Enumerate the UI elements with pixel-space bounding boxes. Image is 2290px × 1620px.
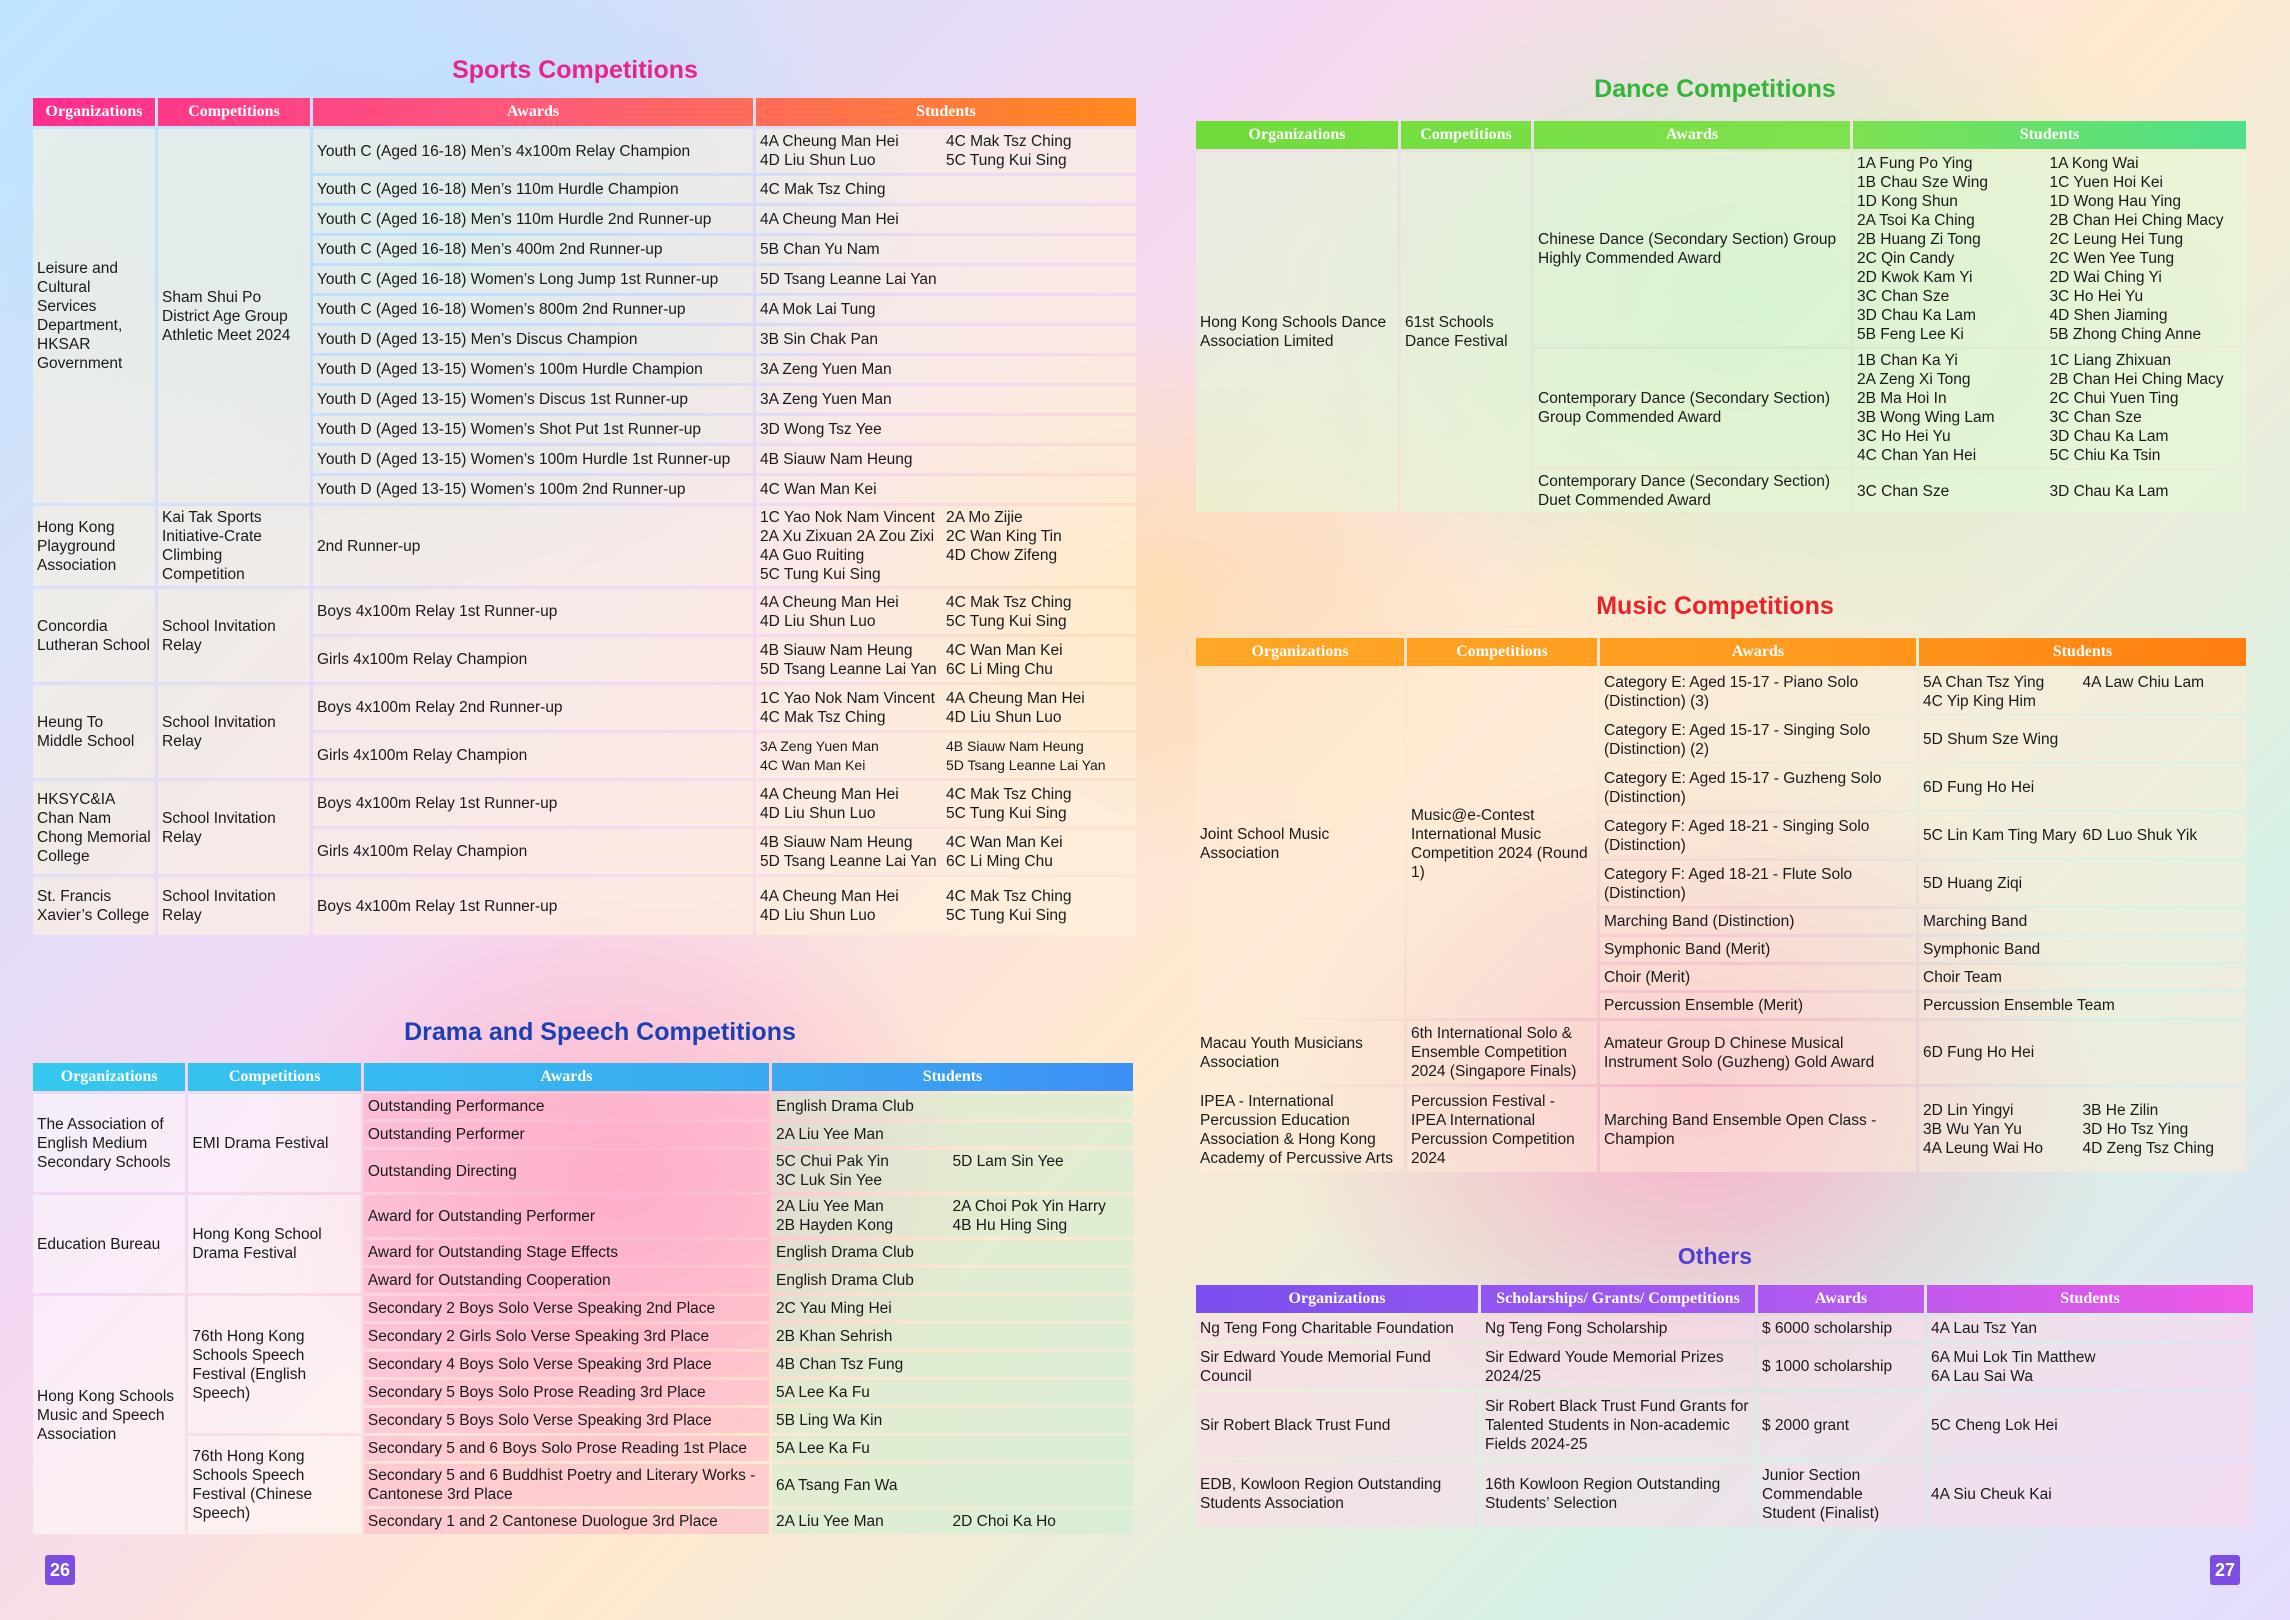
page-number-right: 27	[2210, 1555, 2240, 1585]
students-cell	[772, 1150, 1133, 1192]
award-cell: Choir (Merit)	[1600, 965, 1916, 990]
students-cell: 4A Siu Cheuk Kai	[1927, 1461, 2253, 1527]
header-students: Students	[922, 1068, 983, 1085]
others-table	[1193, 1282, 2253, 1530]
music-header-row	[1196, 638, 2246, 666]
student-list: 5B Ling Wa Kin	[775, 1412, 883, 1429]
dance-table	[1193, 118, 2249, 515]
student-list: 2A Liu Yee Man	[775, 1126, 884, 1143]
students-cell	[772, 1296, 1133, 1321]
student-list: 4A Cheung Man Hei 4D Liu Shun Luo	[760, 593, 899, 630]
comp-cell: Ng Teng Fong Scholarship	[1481, 1316, 1755, 1341]
award-cell: Youth D (Aged 13-15) Women’s Discus 1st Runner-up	[313, 386, 753, 413]
student-list: 5D Shum Sze Wing	[1923, 731, 2059, 748]
students-cell	[756, 476, 1136, 503]
award-cell: Secondary 2 Girls Solo Verse Speaking 3rd Place	[364, 1324, 769, 1349]
award-cell: Secondary 5 and 6 Boys Solo Prose Reading 1st Place	[364, 1436, 769, 1461]
student-list: 5B Chan Yu Nam	[760, 241, 880, 258]
students-cell	[756, 176, 1136, 203]
award-cell: Youth D (Aged 13-15) Women’s 100m 2nd Runner-up	[313, 476, 753, 503]
header-students: Students	[2019, 126, 2080, 143]
student-list: 3A Zeng Yuen Man 4C Wan Man Kei	[760, 737, 879, 773]
student-list: 6D Luo Shuk Yik	[2082, 827, 2198, 844]
award-cell: Youth C (Aged 16-18) Men’s 110m Hurdle 2nd Runner-up	[313, 206, 753, 233]
students-cell	[1919, 669, 2246, 714]
award-cell: Marching Band (Distinction)	[1600, 909, 1916, 934]
student-list: 3A Zeng Yuen Man	[760, 391, 892, 408]
student-list: 6A Tsang Fan Wa	[775, 1476, 898, 1494]
table-row	[33, 1094, 1133, 1119]
award-cell: Youth C (Aged 16-18) Men’s 4x100m Relay Champion	[313, 129, 753, 173]
student-list: 4C Wan Man Kei	[760, 481, 877, 498]
award-cell: Secondary 5 and 6 Buddhist Poetry and Literary Works - Cantonese 3rd Place	[364, 1464, 769, 1506]
org-cell: Hong Kong Schools Music and Speech Association	[33, 1296, 185, 1534]
award-cell: Boys 4x100m Relay 2nd Runner-up	[313, 685, 753, 730]
org-cell: Joint School Music Association	[1196, 669, 1404, 1018]
header-scholarships: Scholarships/ Grants/ Competitions	[1496, 1290, 1740, 1307]
table-row	[1196, 1087, 2246, 1172]
music-title: Music Competitions	[1596, 592, 1834, 620]
header-competitions: Competitions	[1456, 643, 1548, 660]
drama-header-row	[33, 1063, 1133, 1091]
dance-header-row	[1196, 121, 2246, 149]
student-list: 3B Sin Chak Pan	[760, 331, 879, 348]
award-cell: Boys 4x100m Relay 1st Runner-up	[313, 589, 753, 634]
student-list: English Drama Club	[775, 1244, 914, 1261]
students-cell	[756, 236, 1136, 263]
header-awards: Awards	[1665, 126, 1719, 143]
table-row	[1196, 1344, 2253, 1389]
students-cell	[756, 506, 1136, 586]
award-cell: Youth C (Aged 16-18) Men’s 400m 2nd Runner-up	[313, 236, 753, 263]
comp-cell: 6th International Solo & Ensemble Competition 2024 (Singapore Finals)	[1407, 1021, 1597, 1084]
students-cell: 6D Fung Ho Hei	[1919, 1021, 2246, 1084]
student-list: 1A Kong Wai 1C Yuen Hoi Kei 1D Wong Hau Ying 2B Chan Hei Ching Macy 2C Leung Hei Tung 2C Wen Yee Tung 2D Wai Ching Yi 3C Ho Hei Yu 4D Shen Jiaming 5B Zhong Ching Anne	[2049, 155, 2224, 343]
award-cell: Youth C (Aged 16-18) Women’s Long Jump 1st Runner-up	[313, 266, 753, 293]
comp-cell: Hong Kong School Drama Festival	[188, 1195, 360, 1293]
award-cell: Secondary 1 and 2 Cantonese Duologue 3rd Place	[364, 1509, 769, 1534]
org-cell: Macau Youth Musicians Association	[1196, 1021, 1404, 1084]
award-cell: Youth C (Aged 16-18) Women’s 800m 2nd Runner-up	[313, 296, 753, 323]
header-competitions: Competitions	[188, 103, 280, 120]
award-cell: Chinese Dance (Secondary Section) Group Highly Commended Award	[1534, 152, 1850, 346]
students-cell	[1919, 717, 2246, 762]
award-cell: Secondary 5 Boys Solo Prose Reading 3rd Place	[364, 1380, 769, 1405]
student-list: 3D Wong Tsz Yee	[760, 421, 882, 438]
students-cell	[756, 206, 1136, 233]
table-row	[33, 129, 1136, 173]
comp-cell: School Invitation Relay	[158, 589, 310, 682]
student-list: Symphonic Band	[1923, 941, 2041, 958]
header-awards: Awards	[506, 103, 560, 120]
award-cell: Boys 4x100m Relay 1st Runner-up	[313, 781, 753, 826]
award-cell: $ 6000 scholarship	[1758, 1316, 1924, 1341]
comp-cell: Sir Edward Youde Memorial Prizes 2024/25	[1481, 1344, 1755, 1389]
students-cell	[772, 1464, 1133, 1506]
table-row	[33, 877, 1136, 935]
student-list: 5D Huang Ziqi	[1923, 875, 2023, 892]
drama-title: Drama and Speech Competitions	[404, 1018, 796, 1046]
student-list: 1C Liang Zhixuan 2B Chan Hei Ching Macy 2C Chui Yuen Ting 3C Chan Sze 3D Chau Ka Lam 5C Chiu Ka Tsin	[2049, 352, 2224, 464]
students-cell	[756, 326, 1136, 353]
comp-cell: 76th Hong Kong Schools Speech Festival (English Speech)	[188, 1296, 360, 1433]
sports-table	[30, 95, 1136, 938]
drama-table	[30, 1060, 1136, 1537]
award-cell: Category F: Aged 18-21 - Flute Solo (Distinction)	[1600, 861, 1916, 906]
org-cell: St. Francis Xavier’s College	[33, 877, 155, 935]
header-students: Students	[2060, 1290, 2120, 1307]
student-list: 1C Yao Nok Nam Vincent 2A Xu Zixuan 2A Zou Zixi 4A Guo Ruiting 5C Tung Kui Sing	[760, 509, 935, 583]
student-list: 4B Siauw Nam Heung 5D Tsang Leanne Lai Yan	[946, 737, 1106, 773]
students-cell	[756, 781, 1136, 826]
table-row	[33, 781, 1136, 826]
table-row	[1196, 1461, 2253, 1527]
student-list: 4A Cheung Man Hei	[760, 211, 899, 228]
comp-cell: Percussion Festival - IPEA International Percussion Competition 2024	[1407, 1087, 1597, 1172]
comp-cell: Sir Robert Black Trust Fund Grants for Talented Students in Non-academic Fields 2024-25	[1481, 1392, 1755, 1458]
award-cell: Girls 4x100m Relay Champion	[313, 733, 753, 778]
student-list: 4C Wan Man Kei 6C Li Ming Chu	[946, 833, 1063, 870]
student-list: 4A Cheung Man Hei 4D Liu Shun Luo	[760, 133, 899, 169]
org-cell: Concordia Lutheran School	[33, 589, 155, 682]
org-cell: Ng Teng Fong Charitable Foundation	[1196, 1316, 1478, 1341]
student-list: 2D Lin Yingyi 3B Wu Yan Yu 4A Leung Wai Ho	[1923, 1102, 2044, 1157]
students-cell	[772, 1324, 1133, 1349]
org-cell: The Association of English Medium Secondary Schools	[33, 1094, 185, 1192]
award-cell: Amateur Group D Chinese Musical Instrument Solo (Guzheng) Gold Award	[1600, 1021, 1916, 1084]
student-list: 4C Wan Man Kei 6C Li Ming Chu	[946, 641, 1063, 678]
students-cell	[772, 1436, 1133, 1461]
student-list: 5D Tsang Leanne Lai Yan	[760, 271, 937, 288]
student-list: 2A Choi Pok Yin Harry 4B Hu Hing Sing	[952, 1198, 1106, 1234]
award-cell: Outstanding Performer	[364, 1122, 769, 1147]
award-cell: Youth D (Aged 13-15) Men’s Discus Champion	[313, 326, 753, 353]
student-list: 5A Chan Tsz Ying 4C Yip King Him	[1923, 673, 2045, 710]
table-row	[33, 1436, 1133, 1461]
student-list: 4B Siauw Nam Heung 5D Tsang Leanne Lai Yan	[760, 641, 937, 678]
student-list: 3C Chan Sze	[1857, 482, 1950, 500]
student-list: 4A Cheung Man Hei 4D Liu Shun Luo	[946, 689, 1085, 726]
header-awards: Awards	[1814, 1290, 1868, 1307]
award-cell: Category E: Aged 15-17 - Piano Solo (Distinction) (3)	[1600, 669, 1916, 714]
student-list: 5D Lam Sin Yee	[952, 1153, 1064, 1170]
student-list: 3A Zeng Yuen Man	[760, 361, 892, 378]
students-cell	[1919, 765, 2246, 810]
org-cell: Hong Kong Playground Association	[33, 506, 155, 586]
org-cell: IPEA - International Percussion Education Association & Hong Kong Academy of Percussive Arts	[1196, 1087, 1404, 1172]
award-cell: Girls 4x100m Relay Champion	[313, 829, 753, 874]
award-cell: Outstanding Performance	[364, 1094, 769, 1119]
header-competitions: Competitions	[228, 1068, 321, 1085]
students-cell	[1919, 813, 2246, 858]
page-number-left: 26	[45, 1555, 75, 1585]
award-cell: Outstanding Directing	[364, 1150, 769, 1192]
org-cell: Hong Kong Schools Dance Association Limited	[1196, 152, 1398, 512]
students-cell	[772, 1122, 1133, 1147]
table-row	[1196, 1021, 2246, 1084]
award-cell: Percussion Ensemble (Merit)	[1600, 993, 1916, 1018]
sports-header-row	[33, 98, 1136, 126]
header-organizations: Organizations	[1251, 643, 1349, 660]
student-list: Percussion Ensemble Team	[1923, 997, 2115, 1014]
award-cell: Secondary 2 Boys Solo Verse Speaking 2nd Place	[364, 1296, 769, 1321]
student-list: English Drama Club	[775, 1272, 914, 1289]
comp-cell: 16th Kowloon Region Outstanding Students’ Selection	[1481, 1461, 1755, 1527]
table-row	[33, 1296, 1133, 1321]
award-cell: Youth D (Aged 13-15) Women’s 100m Hurdle Champion	[313, 356, 753, 383]
award-cell: Youth D (Aged 13-15) Women’s Shot Put 1st Runner-up	[313, 416, 753, 443]
org-cell: Heung To Middle School	[33, 685, 155, 778]
student-list: 4A Cheung Man Hei 4D Liu Shun Luo	[760, 888, 899, 924]
header-students: Students	[916, 103, 976, 120]
award-cell: Secondary 4 Boys Solo Verse Speaking 3rd Place	[364, 1352, 769, 1377]
student-list: 4A Law Chiu Lam	[2082, 673, 2204, 691]
students-cell	[772, 1380, 1133, 1405]
table-row	[33, 506, 1136, 586]
award-cell: Contemporary Dance (Secondary Section) Group Commended Award	[1534, 349, 1850, 467]
student-list: 2B Khan Sehrish	[775, 1328, 893, 1345]
students-cell	[1919, 965, 2246, 990]
students-cell	[756, 829, 1136, 874]
comp-cell: School Invitation Relay	[158, 877, 310, 935]
table-row	[1196, 669, 2246, 714]
students-cell	[756, 416, 1136, 443]
award-cell: $ 2000 grant	[1758, 1392, 1924, 1458]
award-cell: Category E: Aged 15-17 - Singing Solo (Distinction) (2)	[1600, 717, 1916, 762]
student-list: 1C Yao Nok Nam Vincent 4C Mak Tsz Ching	[760, 689, 935, 726]
students-cell	[772, 1509, 1133, 1534]
award-cell: Girls 4x100m Relay Champion	[313, 637, 753, 682]
org-cell: EDB, Kowloon Region Outstanding Students Association	[1196, 1461, 1478, 1527]
student-list: Marching Band	[1923, 913, 2028, 930]
students-cell	[756, 733, 1136, 778]
comp-cell: 61st Schools Dance Festival	[1401, 152, 1531, 512]
student-list: 2A Liu Yee Man 2B Hayden Kong	[775, 1198, 894, 1234]
student-list: Choir Team	[1923, 969, 2002, 986]
header-organizations: Organizations	[60, 1068, 158, 1085]
award-cell: 2nd Runner-up	[313, 506, 753, 586]
students-cell	[772, 1240, 1133, 1265]
students-cell	[1853, 349, 2246, 467]
award-cell: Category F: Aged 18-21 - Singing Solo (Distinction)	[1600, 813, 1916, 858]
students-cell	[772, 1268, 1133, 1293]
award-cell: Award for Outstanding Performer	[364, 1195, 769, 1237]
students-cell	[756, 129, 1136, 173]
student-list: 2A Mo Zijie 2C Wan King Tin 4D Chow Zifeng	[946, 509, 1062, 564]
comp-cell: Kai Tak Sports Initiative-Crate Climbing Competition	[158, 506, 310, 586]
students-cell	[772, 1195, 1133, 1237]
org-cell: Sir Robert Black Trust Fund	[1196, 1392, 1478, 1458]
student-list: 5C Lin Kam Ting Mary	[1923, 827, 2077, 844]
award-cell: Symphonic Band (Merit)	[1600, 937, 1916, 962]
students-cell	[772, 1408, 1133, 1433]
students-cell	[756, 266, 1136, 293]
header-students: Students	[2052, 643, 2113, 660]
student-list: 5A Lee Ka Fu	[775, 1384, 870, 1401]
award-cell: $ 1000 scholarship	[1758, 1344, 1924, 1389]
header-organizations: Organizations	[1248, 126, 1346, 143]
students-cell	[1919, 861, 2246, 906]
org-cell: Leisure and Cultural Services Department, HKSAR Government	[33, 129, 155, 503]
award-cell: Youth C (Aged 16-18) Men’s 110m Hurdle Champion	[313, 176, 753, 203]
student-list: 4B Chan Tsz Fung	[775, 1356, 904, 1373]
others-header-row	[1196, 1285, 2253, 1313]
student-list: 4C Mak Tsz Ching 5C Tung Kui Sing	[946, 133, 1072, 169]
award-cell: Youth D (Aged 13-15) Women’s 100m Hurdle 1st Runner-up	[313, 446, 753, 473]
students-cell	[756, 386, 1136, 413]
org-cell: Education Bureau	[33, 1195, 185, 1293]
student-list: 4B Siauw Nam Heung	[760, 451, 913, 468]
comp-cell: Sham Shui Po District Age Group Athletic Meet 2024	[158, 129, 310, 503]
student-list: 4C Mak Tsz Ching	[760, 181, 886, 198]
org-cell: HKSYC&IA Chan Nam Chong Memorial College	[33, 781, 155, 874]
students-cell	[1919, 937, 2246, 962]
student-list: 2A Liu Yee Man	[775, 1513, 884, 1530]
students-cell	[1853, 470, 2246, 512]
award-cell: Award for Outstanding Cooperation	[364, 1268, 769, 1293]
student-list: 1B Chan Ka Yi 2A Zeng Xi Tong 2B Ma Hoi In 3B Wong Wing Lam 3C Ho Hei Yu 4C Chan Yan Hei	[1857, 352, 1995, 464]
org-cell: Sir Edward Youde Memorial Fund Council	[1196, 1344, 1478, 1389]
students-cell	[1919, 909, 2246, 934]
header-awards: Awards	[540, 1068, 593, 1085]
table-row	[33, 685, 1136, 730]
student-list: 3B He Zilin 3D Ho Tsz Ying 4D Zeng Tsz Ching	[2082, 1102, 2215, 1157]
students-cell	[772, 1352, 1133, 1377]
award-cell: Secondary 5 Boys Solo Verse Speaking 3rd Place	[364, 1408, 769, 1433]
student-list: 5A Lee Ka Fu	[775, 1440, 870, 1457]
music-table	[1193, 635, 2249, 1175]
award-cell: Category E: Aged 15-17 - Guzheng Solo (Distinction)	[1600, 765, 1916, 810]
header-competitions: Competitions	[1420, 126, 1512, 143]
award-cell: Boys 4x100m Relay 1st Runner-up	[313, 877, 753, 935]
award-cell: Award for Outstanding Stage Effects	[364, 1240, 769, 1265]
students-cell	[1853, 152, 2246, 346]
dance-title: Dance Competitions	[1594, 75, 1836, 103]
comp-cell: EMI Drama Festival	[188, 1094, 360, 1192]
student-list: 4C Mak Tsz Ching 5C Tung Kui Sing	[946, 785, 1072, 822]
students-cell	[756, 685, 1136, 730]
award-cell: Marching Band Ensemble Open Class - Champion	[1600, 1087, 1916, 1172]
students-cell	[1919, 1087, 2246, 1172]
student-list: 4A Mok Lai Tung	[760, 301, 876, 318]
student-list: 2D Choi Ka Ho	[952, 1513, 1056, 1530]
students-cell	[1919, 993, 2246, 1018]
table-row	[1196, 1316, 2253, 1341]
students-cell	[772, 1094, 1133, 1119]
table-row	[33, 1195, 1133, 1237]
comp-cell: Music@e-Contest International Music Competition 2024 (Round 1)	[1407, 669, 1597, 1018]
students-cell	[756, 356, 1136, 383]
student-list: 1A Fung Po Ying 1B Chau Sze Wing 1D Kong Shun 2A Tsoi Ka Ching 2B Huang Zi Tong 2C Qin Candy 2D Kwok Kam Yi 3C Chan Sze 3D Chau Ka Lam 5B Feng Lee Ki	[1857, 155, 1988, 343]
student-list: 4B Siauw Nam Heung 5D Tsang Leanne Lai Yan	[760, 833, 937, 870]
student-list: 3D Chau Ka Lam	[2049, 482, 2169, 500]
student-list: 4C Mak Tsz Ching 5C Tung Kui Sing	[946, 888, 1072, 924]
students-cell	[756, 877, 1136, 935]
students-cell	[756, 296, 1136, 323]
table-row	[1196, 1392, 2253, 1458]
table-row	[1196, 152, 2246, 346]
sports-title: Sports Competitions	[452, 56, 698, 84]
students-cell	[756, 446, 1136, 473]
student-list: 4C Mak Tsz Ching 5C Tung Kui Sing	[946, 593, 1072, 630]
students-cell	[756, 589, 1136, 634]
student-list: English Drama Club	[775, 1098, 914, 1115]
students-cell: 5C Cheng Lok Hei	[1927, 1392, 2253, 1458]
others-title: Others	[1677, 1243, 1753, 1269]
award-cell: Junior Section Commendable Student (Finalist)	[1758, 1461, 1924, 1527]
header-organizations: Organizations	[1288, 1290, 1386, 1307]
students-cell	[756, 637, 1136, 682]
header-organizations: Organizations	[45, 103, 143, 120]
comp-cell: School Invitation Relay	[158, 685, 310, 778]
students-cell: 6A Mui Lok Tin Matthew 6A Lau Sai Wa	[1927, 1344, 2253, 1389]
comp-cell: School Invitation Relay	[158, 781, 310, 874]
students-cell: 4A Lau Tsz Yan	[1927, 1316, 2253, 1341]
student-list: 4A Cheung Man Hei 4D Liu Shun Luo	[760, 785, 899, 822]
header-awards: Awards	[1731, 643, 1785, 660]
table-row	[33, 589, 1136, 634]
student-list: 6D Fung Ho Hei	[1923, 779, 2035, 796]
student-list: 5C Chui Pak Yin 3C Luk Sin Yee	[775, 1153, 889, 1189]
comp-cell: 76th Hong Kong Schools Speech Festival (Chinese Speech)	[188, 1436, 360, 1534]
student-list: 2C Yau Ming Hei	[775, 1300, 892, 1317]
award-cell: Contemporary Dance (Secondary Section) Duet Commended Award	[1534, 470, 1850, 512]
